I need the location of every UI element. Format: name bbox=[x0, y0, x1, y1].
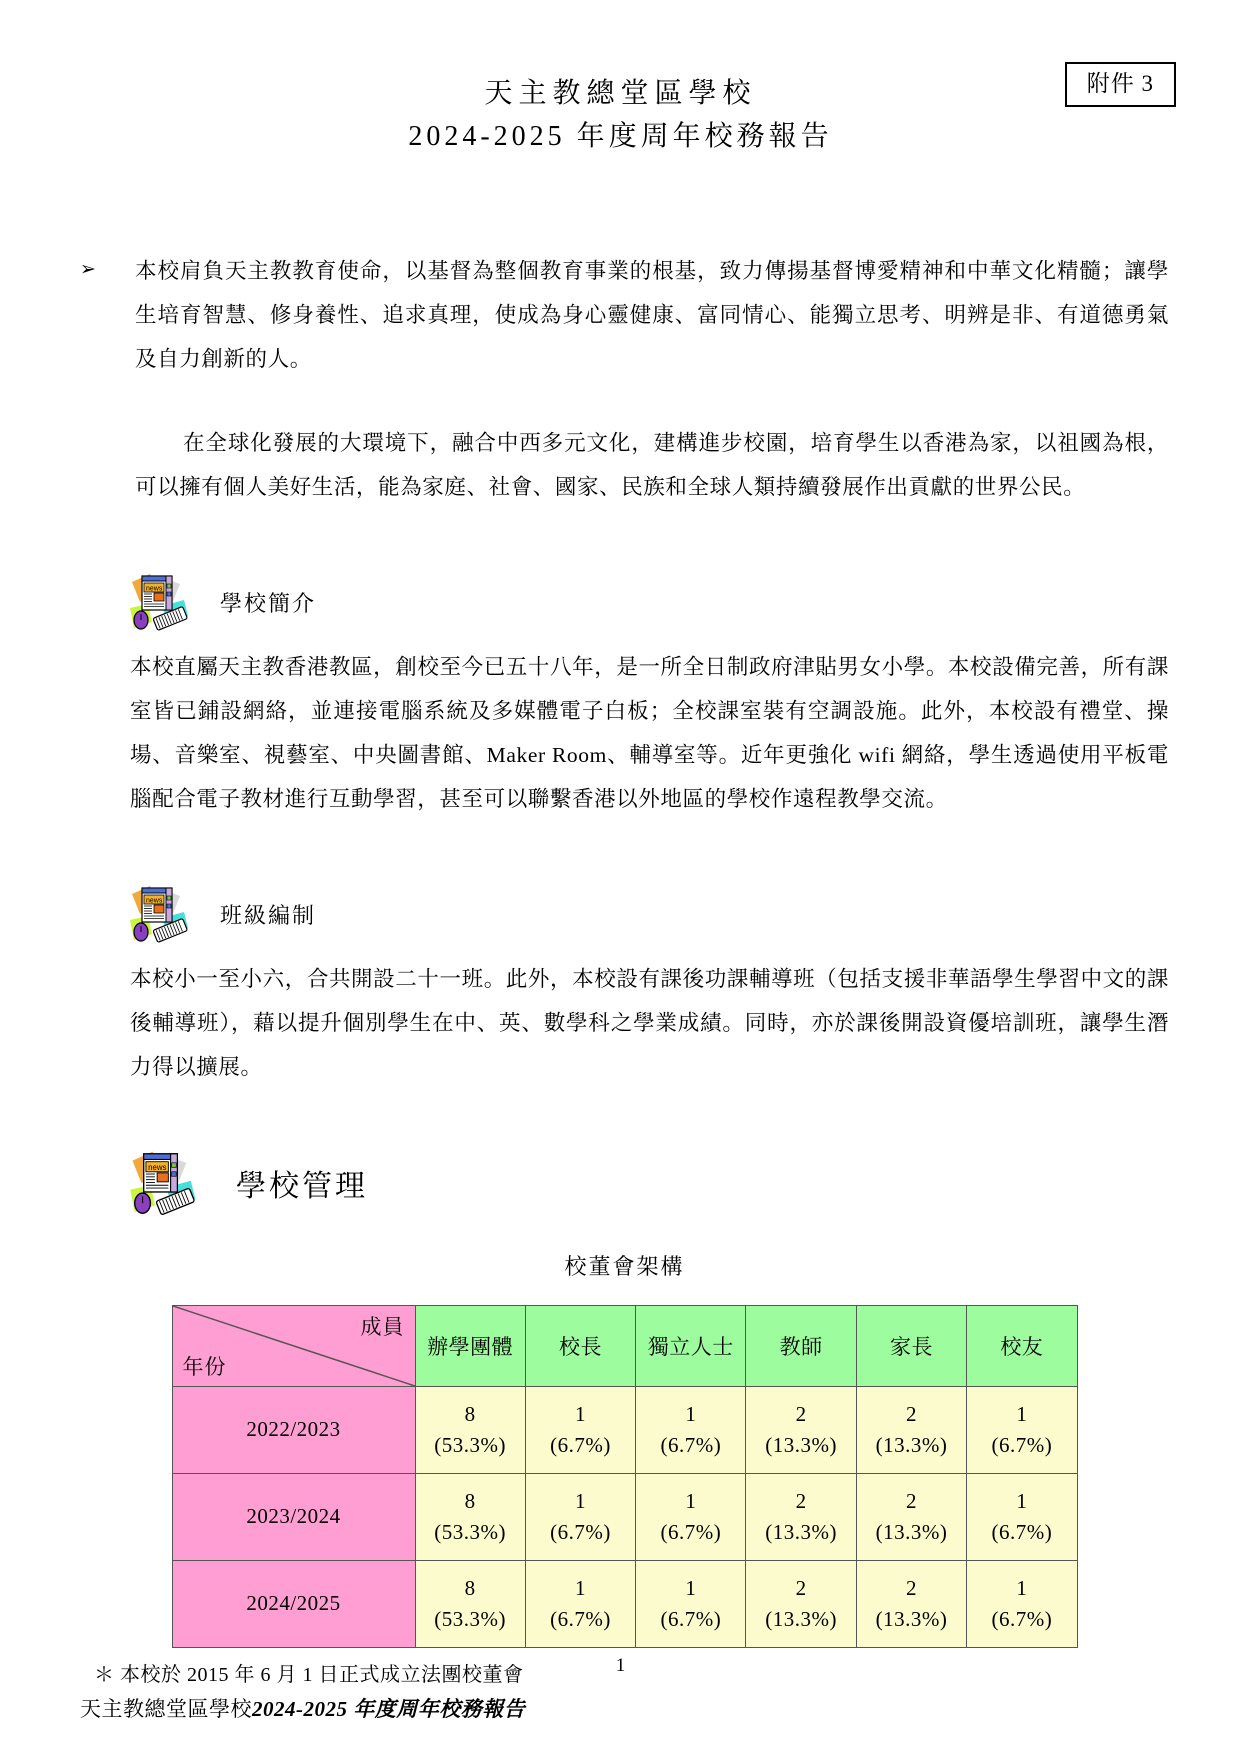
cell-percent: (13.3%) bbox=[765, 1606, 838, 1631]
table-caption: 校董會架構 bbox=[564, 1253, 685, 1279]
document-content bbox=[0, 249, 1241, 1687]
svg-text:news: news bbox=[146, 585, 163, 593]
section-school-introduction bbox=[80, 569, 1169, 821]
table-cell bbox=[967, 1560, 1077, 1647]
cell-count: 2 bbox=[795, 1576, 807, 1601]
cell-percent: (13.3%) bbox=[875, 1432, 948, 1457]
cell-percent: (13.3%) bbox=[765, 1432, 838, 1457]
cell-percent: (6.7%) bbox=[550, 1519, 611, 1544]
footer-text bbox=[80, 1693, 525, 1723]
table-cell bbox=[415, 1473, 525, 1560]
cell-percent: (53.3%) bbox=[434, 1432, 507, 1457]
mission-bullet-paragraph bbox=[80, 249, 1169, 381]
table-row bbox=[172, 1473, 1077, 1560]
cell-count: 2 bbox=[795, 1402, 807, 1427]
table-cell bbox=[856, 1473, 966, 1560]
news-clipart-icon bbox=[128, 1147, 202, 1219]
cell-count: 1 bbox=[1016, 1402, 1028, 1427]
cell-percent: (6.7%) bbox=[550, 1606, 611, 1631]
cell-count: 2 bbox=[905, 1402, 917, 1427]
cell-count: 1 bbox=[1016, 1489, 1028, 1514]
section-class-structure bbox=[80, 881, 1169, 1089]
corner-label-year: 年份 bbox=[182, 1354, 227, 1379]
cell-percent: (53.3%) bbox=[434, 1519, 507, 1544]
cell-percent: (6.7%) bbox=[991, 1432, 1053, 1457]
column-header-principal: 校長 bbox=[525, 1305, 635, 1386]
section-heading-row bbox=[128, 569, 1169, 635]
row-year-label: 2024/2025 bbox=[172, 1560, 415, 1647]
table-cell bbox=[636, 1473, 746, 1560]
school-board-structure-table bbox=[172, 1305, 1078, 1648]
table-cell bbox=[636, 1560, 746, 1647]
cell-count: 8 bbox=[464, 1489, 476, 1514]
cell-count: 2 bbox=[795, 1489, 807, 1514]
table-cell bbox=[525, 1473, 635, 1560]
page-title bbox=[0, 0, 1241, 159]
section-heading-label: 學校管理 bbox=[236, 1169, 368, 1203]
cell-count: 1 bbox=[1016, 1576, 1028, 1601]
cell-percent: (6.7%) bbox=[991, 1519, 1053, 1544]
table-row bbox=[172, 1386, 1077, 1473]
column-header-sponsoring-body: 辦學團體 bbox=[415, 1305, 525, 1386]
cell-count: 1 bbox=[685, 1489, 697, 1514]
cell-count: 1 bbox=[685, 1576, 697, 1601]
section-heading-label: 班級編制 bbox=[220, 902, 317, 928]
table-cell bbox=[856, 1386, 966, 1473]
page-number: 1 bbox=[615, 1655, 626, 1676]
table-corner-cell bbox=[172, 1305, 415, 1386]
cell-count: 2 bbox=[905, 1576, 917, 1601]
column-header-teacher: 教師 bbox=[746, 1305, 856, 1386]
column-header-independent: 獨立人士 bbox=[636, 1305, 746, 1386]
cell-count: 2 bbox=[905, 1489, 917, 1514]
table-cell bbox=[746, 1560, 856, 1647]
row-year-label: 2023/2024 bbox=[172, 1473, 415, 1560]
table-cell bbox=[967, 1473, 1077, 1560]
cell-count: 8 bbox=[464, 1402, 476, 1427]
table-cell bbox=[525, 1560, 635, 1647]
table-cell bbox=[746, 1473, 856, 1560]
table-cell bbox=[967, 1386, 1077, 1473]
svg-text:news: news bbox=[146, 897, 163, 905]
svg-text:news: news bbox=[148, 1162, 167, 1172]
table-cell bbox=[525, 1386, 635, 1473]
section-heading-label: 學校簡介 bbox=[220, 590, 317, 616]
cell-percent: (6.7%) bbox=[660, 1432, 722, 1457]
section-heading-row bbox=[128, 881, 1169, 947]
arrow-bullet-icon: ➢ bbox=[80, 258, 97, 280]
title-line-school-name: 天主教總堂區學校 bbox=[484, 78, 757, 109]
cell-percent: (6.7%) bbox=[991, 1606, 1053, 1631]
table-footnote: ＊ 本校於 2015 年 6 月 1 日正式成立法團校董會 bbox=[94, 1663, 524, 1686]
corner-label-member: 成員 bbox=[360, 1314, 405, 1339]
cell-percent: (53.3%) bbox=[434, 1606, 507, 1631]
row-year-label: 2022/2023 bbox=[172, 1386, 415, 1473]
mission-paragraph-text: 本校肩負天主教教育使命，以基督為整個教育事業的根基，致力傳揚基督博愛精神和中華文化精髓；讓學生培育智慧、修身養性、追求真理，使成為身心靈健康、富同情心、能獨立思考、明辨是非、有道德勇氣及自力創新的人。 bbox=[135, 258, 1169, 371]
cell-count: 1 bbox=[685, 1402, 697, 1427]
cell-count: 1 bbox=[574, 1576, 586, 1601]
news-clipart-icon bbox=[128, 570, 194, 634]
cell-percent: (6.7%) bbox=[660, 1606, 722, 1631]
table-cell bbox=[856, 1560, 966, 1647]
section-heading-row bbox=[128, 1150, 1169, 1216]
title-line-report-name: 2024-2025 年度周年校務報告 bbox=[408, 121, 833, 153]
footer-report-name: 2024-2025 年度周年校務報告 bbox=[252, 1697, 526, 1721]
footer-school-name: 天主教總堂區學校 bbox=[80, 1697, 252, 1721]
table-row bbox=[172, 1560, 1077, 1647]
section-body-school-introduction: 本校直屬天主教香港教區，創校至今已五十八年，是一所全日制政府津貼男女小學。本校設備完善，所有課室皆已鋪設網絡，並連接電腦系統及多媒體電子白板；全校課室裝有空調設施。此外，本校設有禮堂、操場、音樂室、視藝室、中央圖書館、Maker Room、輔導室等。近年更強化 wifi 網絡，學生透過使用平板電腦配合電子教材進行互動學習，甚至可以聯繫香港以外地區的學校作遠程教學交流。 bbox=[130, 655, 1169, 812]
table-header-row bbox=[172, 1305, 1077, 1386]
cell-percent: (6.7%) bbox=[660, 1519, 722, 1544]
cell-percent: (6.7%) bbox=[550, 1432, 611, 1457]
section-school-management bbox=[80, 1150, 1169, 1216]
table-cell bbox=[636, 1386, 746, 1473]
table-cell bbox=[415, 1386, 525, 1473]
cell-count: 1 bbox=[574, 1489, 586, 1514]
column-header-alumni: 校友 bbox=[967, 1305, 1077, 1386]
cell-count: 1 bbox=[574, 1402, 586, 1427]
cell-percent: (13.3%) bbox=[765, 1519, 838, 1544]
cell-count: 8 bbox=[464, 1576, 476, 1601]
mission-second-paragraph: 在全球化發展的大環境下，融合中西多元文化，建構進步校園，培育學生以香港為家，以祖國為根，可以擁有個人美好生活，能為家庭、社會、國家、民族和全球人類持續發展作出貢獻的世界公民。 bbox=[135, 430, 1169, 500]
news-clipart-icon bbox=[128, 882, 194, 946]
table-cell bbox=[415, 1560, 525, 1647]
section-body-class-structure: 本校小一至小六，合共開設二十一班。此外，本校設有課後功課輔導班（包括支援非華語學生學習中文的課後輔導班），藉以提升個別學生在中、英、數學科之學業成績。同時，亦於課後開設資優培訓班，讓學生潛力得以擴展。 bbox=[130, 967, 1169, 1080]
cell-percent: (13.3%) bbox=[875, 1606, 948, 1631]
table-cell bbox=[746, 1386, 856, 1473]
cell-percent: (13.3%) bbox=[875, 1519, 948, 1544]
column-header-parent: 家長 bbox=[856, 1305, 966, 1386]
attachment-tag-box: 附件 3 bbox=[1065, 62, 1176, 107]
